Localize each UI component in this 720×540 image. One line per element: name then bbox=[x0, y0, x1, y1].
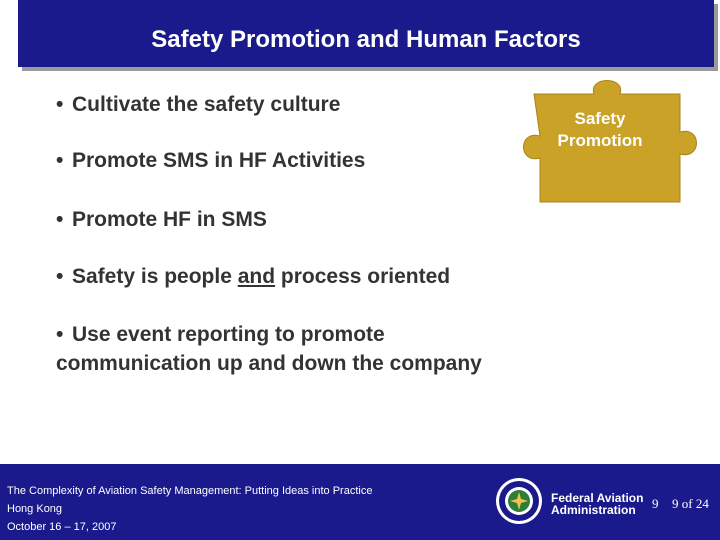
bullet-glyph: • bbox=[56, 149, 64, 172]
page-number: 9 bbox=[652, 496, 659, 511]
bullet-text-underlined: and bbox=[237, 265, 276, 288]
puzzle-label-line2: Promotion bbox=[557, 131, 643, 150]
bullet-glyph: • bbox=[56, 208, 64, 231]
bullet-text-post: process oriented bbox=[275, 265, 451, 288]
puzzle-label-line1: Safety bbox=[574, 109, 626, 128]
bullet-text-line2: communication up and down the company bbox=[56, 352, 482, 375]
puzzle-label bbox=[540, 108, 660, 152]
footer-location: Hong Kong bbox=[7, 503, 63, 515]
bullet-text: Promote SMS in HF Activities bbox=[72, 149, 366, 172]
footer-info bbox=[7, 482, 372, 536]
bullet-item bbox=[56, 320, 482, 378]
bullet-item bbox=[56, 90, 340, 119]
bullet-glyph: • bbox=[56, 93, 64, 116]
footer-event-title: The Complexity of Aviation Safety Management: Putting Ideas into Practice bbox=[7, 485, 373, 497]
bullet-item bbox=[56, 146, 365, 175]
bullet-item bbox=[56, 262, 450, 291]
title-bar bbox=[18, 0, 714, 67]
bullet-text: Promote HF in SMS bbox=[72, 208, 267, 231]
faa-wordmark bbox=[551, 492, 643, 516]
bullet-text-line1: Use event reporting to promote bbox=[72, 323, 385, 346]
page-of-total: 9 of 24 bbox=[672, 496, 709, 511]
faa-wordmark-line2: Administration bbox=[551, 503, 636, 517]
bullet-text: Cultivate the safety culture bbox=[72, 93, 341, 116]
bullet-item bbox=[56, 205, 267, 234]
faa-wordmark-line1: Federal Aviation bbox=[551, 491, 644, 505]
bullet-text-pre: Safety is people bbox=[72, 265, 238, 288]
footer-date: October 16 – 17, 2007 bbox=[7, 521, 117, 533]
slide-title: Safety Promotion and Human Factors bbox=[151, 26, 581, 53]
bullet-glyph: • bbox=[56, 265, 64, 288]
faa-seal-icon bbox=[494, 476, 544, 526]
bullet-glyph: • bbox=[56, 323, 64, 346]
